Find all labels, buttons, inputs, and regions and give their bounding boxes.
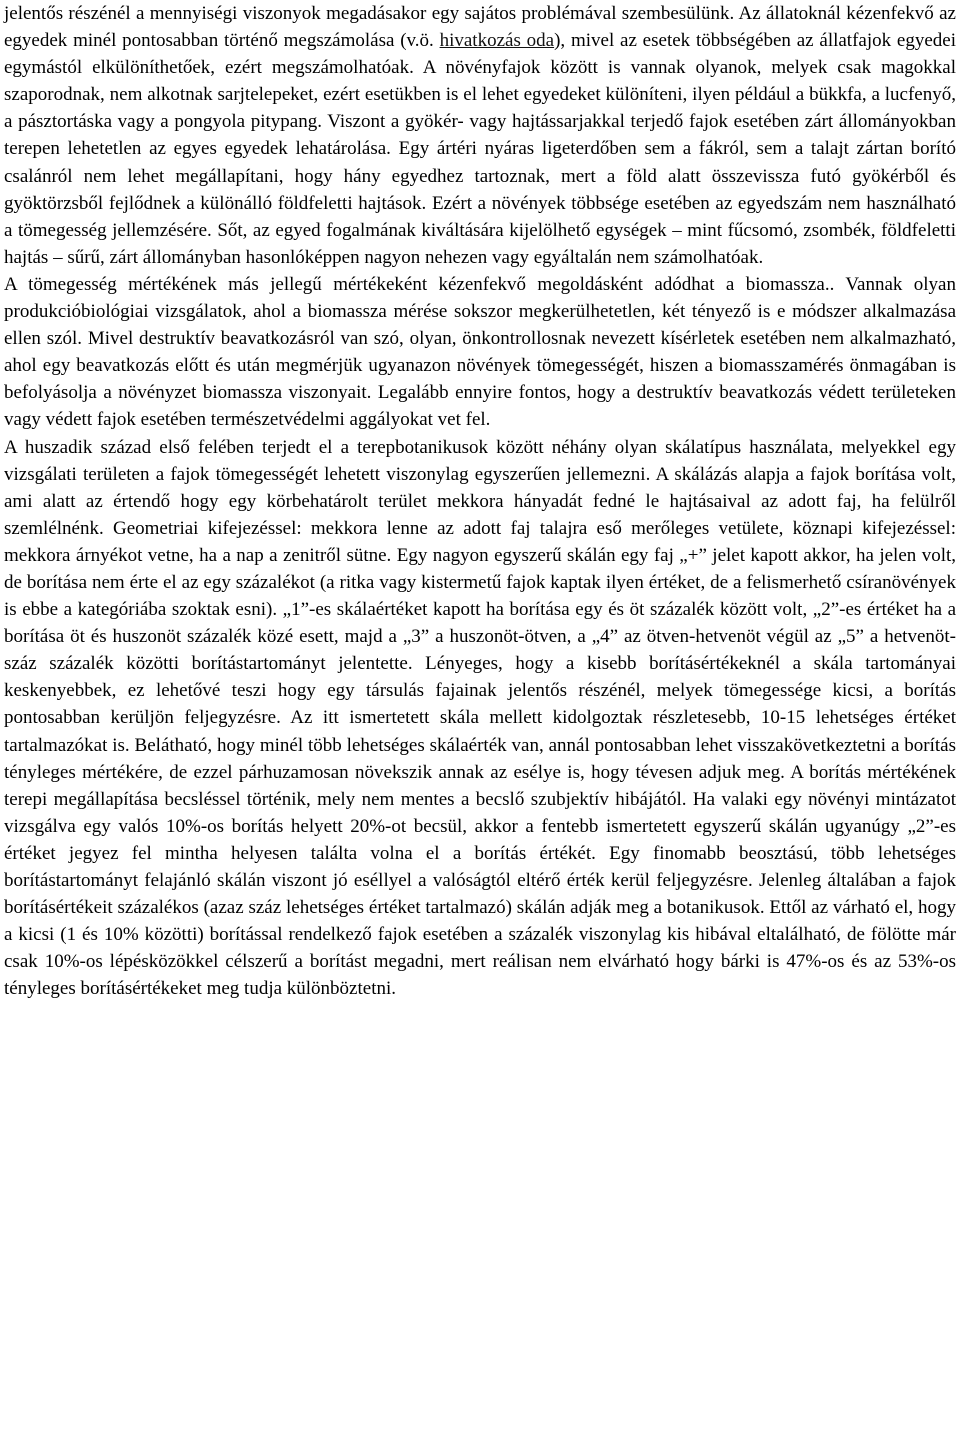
paragraph (4, 0, 956, 271)
paragraph (4, 434, 956, 1003)
paragraph (4, 271, 956, 434)
paragraph-text: A huszadik század első felében terjedt el a terepbotanikusok között néhány olyan skálatípus használata, melyekkel egy vizsgálati területen a fajok tömegességét lehetett viszonylag egyszerűen jellemezni. A skálázás alapja a fajok borítása volt, ami alatt az értendő hogy egy körbehatárolt terület mekkora hányadát fedné le hajtásaival az adott faj, ha felülről szemlélnénk. Geometriai kifejezéssel: mekkora lenne az adott faj talajra eső merőleges vetülete, köznapi kifejezéssel: mekkora árnyékot vetne, ha a nap a zenitről sütne. Egy nagyon egyszerű skálán egy faj „+” jelet kapott akkor, ha jelen volt, de borítása nem érte el az egy százalékot (a ritka vagy kistermetű fajok kaptak ilyen értéket, de a felismerhető csíranövények is ebbe a kategóriába szoktak esni). „1”-es skálaértéket kapott ha borítása egy és öt százalék között volt, „2”-es értéket ha a borítása öt és huszonöt százalék közé esett, majd a „3” a huszonöt-ötven, a „4” az ötven-hetvenöt végül az „5” a hetvenöt-száz százalék közötti borítástartományt jelentette. Lényeges, hogy a kisebb borításértékeknél a skála tartományai keskenyebbek, ez lehetővé teszi hogy egy társulás fajainak jelentős részénél, melyek tömegessége kicsi, a borítás pontosabban kerüljön feljegyzésre. Az itt ismertetett skála mellett kidolgoztak részletesebb, 10-15 lehetséges értéket tartalmazókat is. Belátható, hogy minél több lehetséges skálaérték van, annál pontosabban lehet visszakövetkeztetni a borítás tényleges mértékére, de ezzel párhuzamosan növekszik annak az esélye is, hogy tévesen adjuk meg. A borítás mértékének terepi megállapítása becsléssel történik, mely nem mentes a becslő szubjektív hibájától. Ha valaki egy növényi mintázatot vizsgálva egy valós 10%-os borítás helyett 20%-ot becsül, akkor a fentebb ismertetett egyszerű skálán ugyanúgy „2”-es értéket jegyez fel mintha helyesen találta volna el a borítás értékét. Egy finomabb beosztású, több lehetséges borítástartományt felajánló skálán viszont jó eséllyel a valóságtól eltérő érték kerül feljegyzésre. Jelenleg általában a fajok borításértékeit százalékos (azaz száz lehetséges értéket tartalmazó) skálán adják meg a botanikusok. Ettől az várható el, hogy a kicsi (1 és 10% közötti) borítással rendelkező fajok esetében a százalék viszonylag kis hibával eltalálható, de fölötte már csak 10%-os lépésközökkel célszerű a borítást megadni, mert reálisan nem elvárható hogy bárki is 47%-os és az 53%-os tényleges borításértékeket meg tudja különböztetni. (4, 436, 956, 1000)
document-body (4, 0, 956, 1002)
paragraph-text: A tömegesség mértékének más jellegű mértékeként kézenfekvő megoldásként adódhat a biomassza.. Vannak olyan produkcióbiológiai vizsgálatok, ahol a biomassza mérése sokszor megkerülhetetlen, két tényező is e módszer alkalmazása ellen szól. Mivel destruktív beavatkozásról van szó, olyan, önkontrollosnak nevezett kísérletek esetében nem alkalmazható, ahol egy beavatkozás előtt és után megmérjük ugyanazon növények tömegességét, hiszen a biomasszamérés önmagában is befolyásolja a növényzet biomassza viszonyait. Legalább ennyire fontos, hogy a destruktív beavatkozás védett területeken vagy védett fajok esetében természetvédelmi aggályokat vet fel. (4, 273, 956, 431)
paragraph-text: jelentős részénél a mennyiségi viszonyok megadásakor egy sajátos problémával szembesülünk. Az állatoknál kézenfekvő az egyedek minél pontosabban történő megszámolása (v.ö. (4, 3, 956, 52)
paragraph-text: ), mivel az esetek többségében az állatfajok egyedei egymástól elkülöníthetőek, ezért megszámolhatóak. A növényfajok között is vannak olyanok, melyek csak magokkal szaporodnak, nem alkotnak sarjtelepeket, ezért esetükben is el lehet egyedeket különíteni, ilyen például a bükkfa, a lucfenyő, a pásztortáska vagy a pongyola pitypang. Viszont a gyökér- vagy hajtássarjakkal terjedő fajok esetében zárt állományokban terepen lehetetlen az egyes egyedek lehatárolása. Egy ártéri nyáras ligeterdőben sem a fákról, sem a talajt zártan borító csalánról nem lehet megállapítani, hogy hány egyedhez tartoznak, mert a föld alatt összevissza futó gyökérből és gyöktörzsből fejlődnek a különálló földfeletti hajtások. Ezért a növények többsége esetében az egyedszám nem használható a tömegesség jellemzésére. Sőt, az egyed fogalmának kiváltására kijelölhető egységek – mint fűcsomó, zsombék, földfeletti hajtás – sűrű, zárt állományban hasonlóképpen nagyon nehezen vagy egyáltalán nem számolhatóak. (4, 30, 956, 268)
reference-link[interactable]: hivatkozás oda (439, 30, 555, 52)
